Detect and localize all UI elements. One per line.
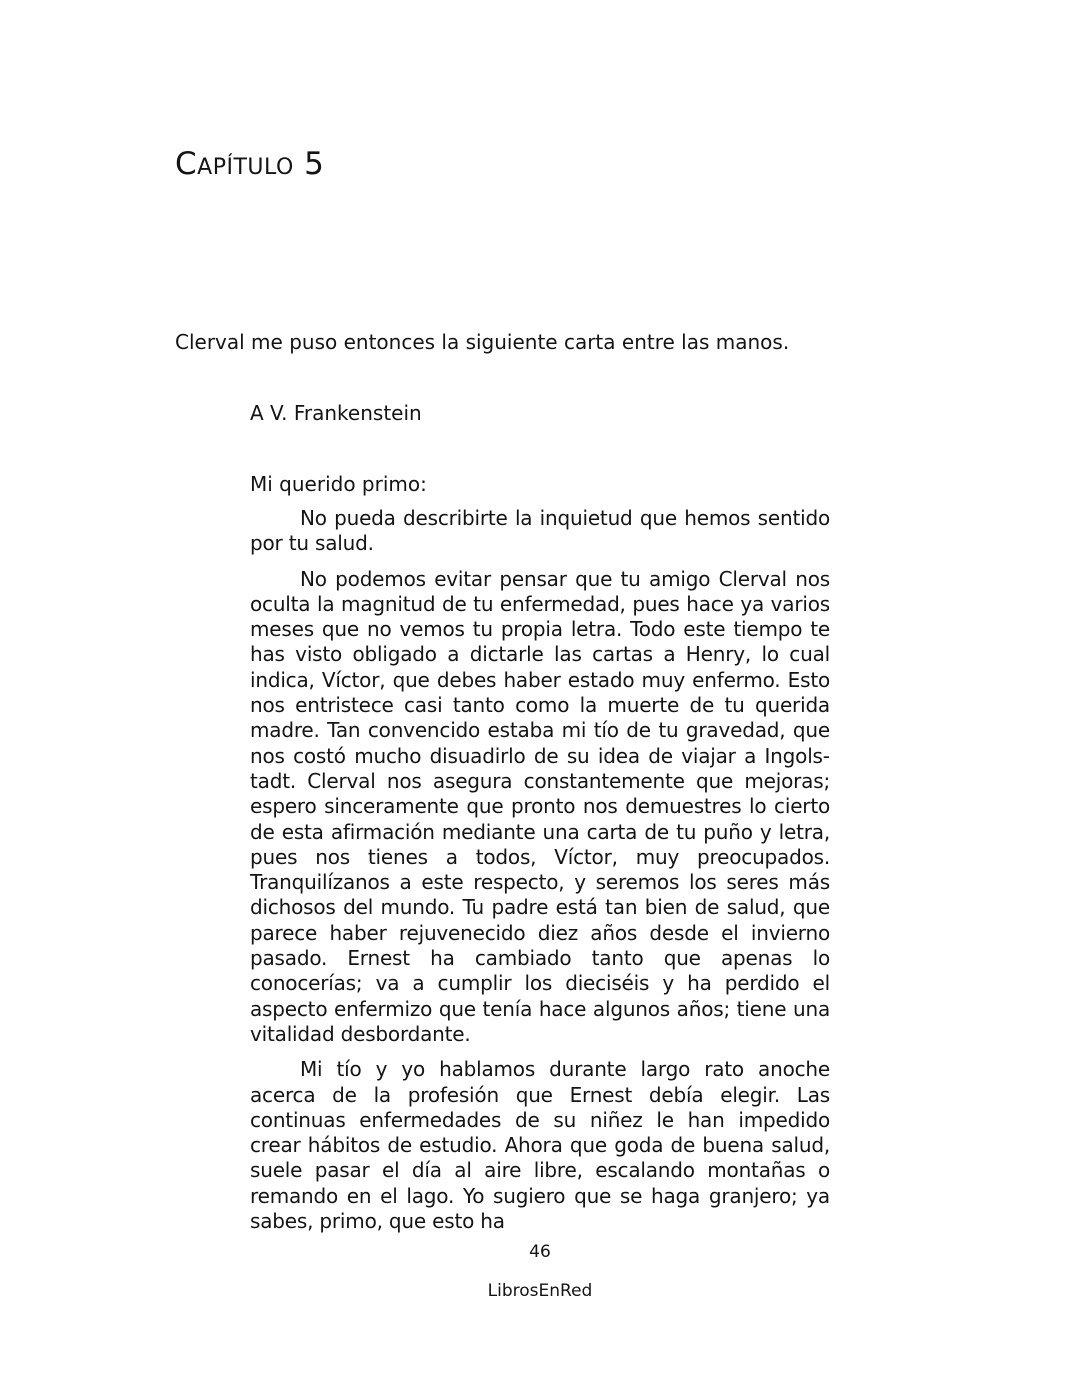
letter-salutation: Mi querido primo: [250,472,427,496]
chapter-number: 5 [304,146,325,182]
letter-paragraph: Mi tío y yo hablamos durante largo rato anoche acerca de la profesión que Ernest debía elegir. Las continuas enfermedades de su niñez le han impedido crear hábitos de estudio. Ahora que goda de buena salud, suele pasar el día al aire libre, escalando montañas o remando en el lago. Yo sugiero que se haga granjero; ya sabes, primo, que esto ha [250,1057,830,1234]
publisher-footer: LibrosEnRed [487,1281,593,1301]
letter-paragraph: No podemos evitar pensar que tu amigo Clerval nos oculta la magnitud de tu enfermedad, pues hace ya varios meses que no vemos tu propia letra. Todo este tiempo te has visto obligado a dictarle las cartas a Henry, lo cual indica, Víctor, que debes haber estado muy enfermo. Esto nos entristece casi tanto como la muerte de tu querida madre. Tan convencido estaba mi tío de tu gravedad, que nos costó mucho disuadirlo de su idea de viajar a Ingolstadt. Clerval nos asegura constantemente que mejoras; espero sinceramente que pronto nos demuestres lo cierto de esta afirmación mediante una carta de tu puño y letra, pues nos tienes a todos, Víctor, muy preocupados. Tranquilízanos a este respecto, y seremos los seres más dichosos del mundo. Tu padre está tan bien de salud, que parece haber rejuvenecido diez años desde el invierno pasado. Ernest ha cambiado tanto que apenas lo conocerías; va a cumplir los dieciséis y ha perdido el aspecto enfermizo que tenía hace algunos años; tiene una vitalidad desbordante. [250,566,830,1046]
letter-paragraph: No pueda describirte la inquietud que hemos sentido por tu salud. [250,506,830,556]
page-number: 46 [529,1242,551,1262]
chapter-label: Capítulo [175,146,294,182]
letter-addressee: A V. Frankenstein [250,401,422,425]
letter-body [250,506,830,1244]
intro-paragraph: Clerval me puso entonces la siguiente carta entre las manos. [175,330,790,354]
chapter-title [175,142,324,186]
